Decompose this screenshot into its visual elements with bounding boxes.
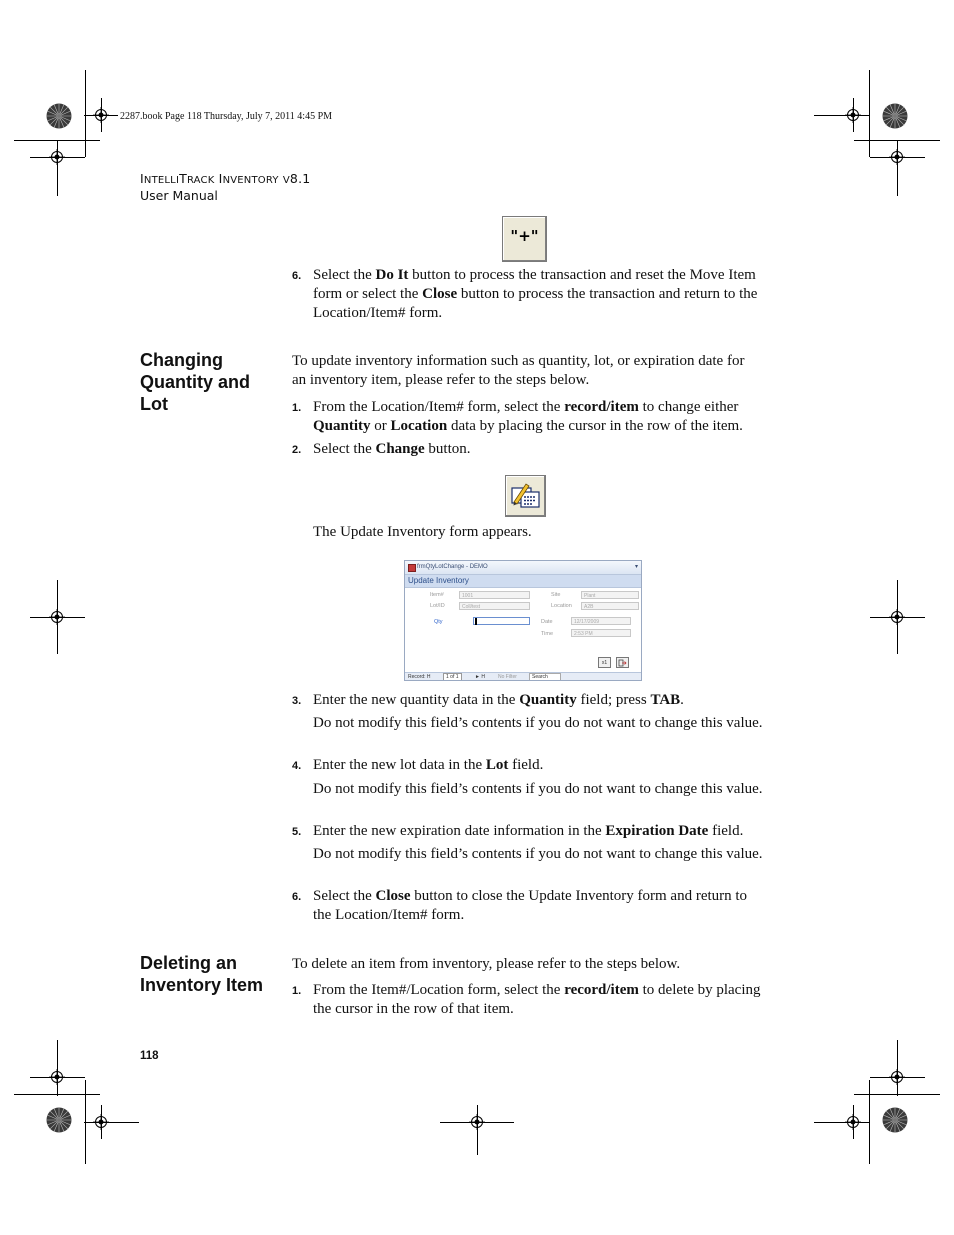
page-number: 118 bbox=[140, 1050, 159, 1062]
bold-term: TAB bbox=[650, 692, 681, 708]
text-run: button to close the Update Inventory form and return to the Location/Item# form. bbox=[313, 888, 748, 923]
pencil-form-icon bbox=[510, 480, 541, 511]
text-run: button to process the transaction and return to the Location/Item# form. bbox=[313, 286, 758, 321]
text-run: Enter the new expiration date information in the bbox=[313, 823, 606, 839]
bold-term: Close bbox=[375, 888, 411, 904]
change-step-1 bbox=[292, 398, 764, 436]
form-banner-title: Update Inventory bbox=[408, 576, 469, 585]
record-label: Record: H bbox=[408, 674, 431, 680]
product-title bbox=[140, 171, 310, 186]
section-heading-deleting-item: Deleting an Inventory Item bbox=[140, 953, 264, 995]
step-text bbox=[313, 440, 764, 459]
time-field[interactable]: 2:53 PM bbox=[571, 629, 631, 637]
title-fragment: V bbox=[282, 175, 290, 186]
text-run: Select the bbox=[313, 267, 376, 283]
date-label: Date bbox=[541, 619, 553, 625]
bold-term: Lot bbox=[485, 757, 509, 773]
exit-icon bbox=[618, 659, 627, 667]
running-head-title bbox=[140, 171, 310, 186]
text-run: field. bbox=[508, 757, 544, 773]
bold-term: record/item bbox=[564, 399, 639, 415]
location-field[interactable]: A2B bbox=[581, 602, 639, 610]
step-number: 1. bbox=[292, 985, 302, 997]
crop-line bbox=[14, 1094, 100, 1095]
running-head-subtitle: User Manual bbox=[140, 188, 218, 203]
bold-term: Expiration Date bbox=[605, 823, 709, 839]
repeat-button-image bbox=[502, 216, 547, 262]
filter-indicator[interactable]: No Filter bbox=[498, 674, 517, 680]
bold-term: record/item bbox=[564, 982, 639, 998]
section-intro: To update inventory information such as quantity, lot, or expiration date for an inventory item, please refer to the steps below. bbox=[292, 353, 745, 388]
text-run: Enter the new quantity data in the bbox=[313, 692, 520, 708]
print-slug-line: 2287.book Page 118 Thursday, July 7, 2011 4:45 PM bbox=[120, 111, 333, 122]
change-step-2 bbox=[292, 440, 764, 459]
app-icon bbox=[408, 564, 416, 572]
step-text bbox=[313, 398, 764, 436]
change-step-5 bbox=[292, 822, 764, 841]
starburst-target-icon bbox=[882, 103, 908, 129]
text-run: . bbox=[680, 692, 684, 708]
registration-crosshair-icon bbox=[889, 1069, 905, 1085]
step-number: 1. bbox=[292, 402, 302, 414]
registration-crosshair-icon bbox=[93, 1114, 109, 1130]
move-item-step-6 bbox=[292, 266, 764, 323]
time-label: Time bbox=[541, 631, 554, 637]
text-run: data by placing the cursor in the row of the item. bbox=[447, 418, 743, 434]
crop-line bbox=[854, 1094, 940, 1095]
step-4-note: Do not modify this field’s contents if you do not want to change this value. bbox=[313, 781, 763, 797]
change-button-image bbox=[505, 475, 546, 517]
delete-step-1 bbox=[292, 981, 764, 1019]
step-number: 4. bbox=[292, 760, 302, 772]
section-heading-changing-quantity: Changing Quantity and Lot bbox=[140, 350, 251, 414]
registration-crosshair-icon bbox=[469, 1114, 485, 1130]
form-banner bbox=[405, 575, 641, 588]
step-number: 5. bbox=[292, 826, 302, 838]
bold-term: Location bbox=[390, 418, 448, 434]
starburst-target-icon bbox=[882, 1107, 908, 1133]
registration-crosshair-icon bbox=[49, 1069, 65, 1085]
site-field[interactable]: Plant bbox=[581, 591, 639, 599]
title-fragment: I bbox=[214, 171, 223, 186]
bold-term: Close bbox=[422, 286, 458, 302]
record-navigation-bar bbox=[405, 672, 641, 681]
text-cursor bbox=[475, 618, 477, 625]
bold-term: Quantity bbox=[313, 418, 371, 434]
text-run: to delete by placing the cursor in the row of that item. bbox=[313, 982, 761, 1017]
item-field[interactable]: 1001 bbox=[459, 591, 530, 599]
step-number: 6. bbox=[292, 270, 302, 282]
title-fragment: NTELLI bbox=[143, 175, 180, 186]
item-label: Item# bbox=[430, 592, 444, 598]
registration-crosshair-icon bbox=[49, 609, 65, 625]
form-appears-text: The Update Inventory form appears. bbox=[313, 524, 532, 540]
text-run: button to process the transaction and reset the Move Item form or select the bbox=[313, 267, 756, 302]
step-text bbox=[313, 887, 764, 925]
text-run: From the Location/Item# form, select the bbox=[313, 399, 565, 415]
record-position[interactable]: 1 of 1 bbox=[443, 673, 462, 681]
step-text bbox=[313, 756, 764, 775]
chevron-down-icon: ▾ bbox=[634, 564, 638, 570]
bold-term: Change bbox=[375, 441, 425, 457]
search-box[interactable]: Search bbox=[529, 673, 561, 681]
step-number: 3. bbox=[292, 695, 302, 707]
step-number: 6. bbox=[292, 891, 302, 903]
step-text bbox=[313, 981, 764, 1019]
text-run: Select the bbox=[313, 888, 376, 904]
site-label: Site bbox=[551, 592, 561, 598]
title-fragment: RACK bbox=[186, 175, 215, 186]
date-field[interactable]: 12/17/2009 bbox=[571, 617, 631, 625]
starburst-target-icon bbox=[46, 1107, 72, 1133]
step-text bbox=[313, 822, 764, 841]
update-inventory-form-screenshot bbox=[404, 560, 642, 681]
title-fragment: 8.1 bbox=[289, 171, 311, 186]
form-window-title: frmQtyLotChange - DEMO bbox=[417, 564, 488, 570]
bold-term: Quantity bbox=[519, 692, 577, 708]
lot-field[interactable]: Coll/test bbox=[459, 602, 530, 610]
step-text bbox=[313, 266, 764, 323]
step-5-note: Do not modify this field’s contents if you do not want to change this value. bbox=[313, 846, 763, 862]
text-run: field. bbox=[708, 823, 744, 839]
text-run: button. bbox=[424, 441, 471, 457]
step-number: 2. bbox=[292, 444, 302, 456]
crop-line bbox=[869, 70, 870, 157]
crop-line bbox=[85, 70, 86, 157]
registration-crosshair-icon bbox=[845, 107, 861, 123]
text-run: to change either bbox=[638, 399, 739, 415]
change-step-3 bbox=[292, 691, 764, 710]
title-fragment: NVENTORY bbox=[222, 175, 279, 186]
step-3-note: Do not modify this field’s contents if you do not want to change this value. bbox=[313, 715, 763, 731]
crop-line bbox=[57, 1040, 58, 1096]
qty-field[interactable] bbox=[473, 617, 530, 625]
crop-line bbox=[897, 1040, 898, 1096]
starburst-target-icon bbox=[46, 103, 72, 129]
section-intro: To delete an item from inventory, please refer to the steps below. bbox=[292, 956, 681, 972]
lot-label: Lot/ID bbox=[430, 603, 445, 609]
title-fragment: I bbox=[140, 171, 144, 186]
quote-plus-icon: "+" bbox=[510, 227, 539, 245]
close-button[interactable] bbox=[616, 657, 629, 668]
crop-line bbox=[869, 1080, 870, 1164]
registration-crosshair-icon bbox=[889, 609, 905, 625]
registration-crosshair-icon bbox=[889, 149, 905, 165]
qty-label: Qty bbox=[434, 619, 443, 625]
bold-term: Do It bbox=[375, 267, 409, 283]
step-text bbox=[313, 691, 764, 710]
change-step-6 bbox=[292, 887, 764, 925]
text-run: or bbox=[370, 418, 391, 434]
record-nav-arrows[interactable]: ► H bbox=[475, 674, 485, 680]
text-run: field; press bbox=[576, 692, 651, 708]
crop-line bbox=[477, 1105, 478, 1155]
registration-crosshair-icon bbox=[49, 149, 65, 165]
registration-crosshair-icon bbox=[93, 107, 109, 123]
ok-button[interactable]: x1 bbox=[598, 657, 611, 668]
text-run: From the Item#/Location form, select the bbox=[313, 982, 565, 998]
title-fragment: T bbox=[179, 171, 187, 186]
registration-crosshair-icon bbox=[845, 1114, 861, 1130]
form-titlebar bbox=[405, 561, 641, 575]
text-run: Enter the new lot data in the bbox=[313, 757, 486, 773]
change-step-4 bbox=[292, 756, 764, 775]
text-run: Select the bbox=[313, 441, 376, 457]
location-label: Location bbox=[551, 603, 572, 609]
